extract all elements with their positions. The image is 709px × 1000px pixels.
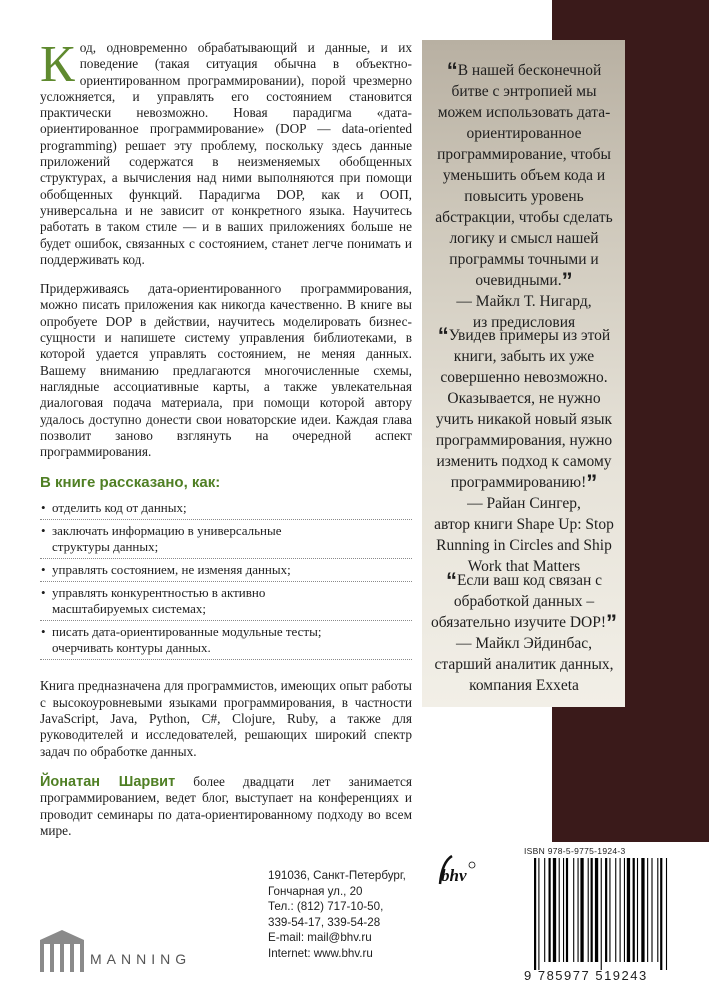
list-item: • управлять конкурентностью в активно масштабируемых системах; [40,582,412,621]
quote-3-attribution: — Майкл Эйдинбас, [456,635,592,652]
barcode-bar [641,858,644,962]
quote-2-source: автор книги Shape Up: Stop Running in Circles and Ship Work that Matters [434,516,614,575]
main-text-column [40,36,412,839]
isbn-label: ISBN 978-5-9775-1924-3 [524,846,626,856]
barcode-bar [651,858,652,962]
author-paragraph: Йонатан Шарвит более двадцати лет занимается программированием, ведет блог, выступает на конференциях и проводит семинары по дата-ориентированному подходу во всем мире. [40,773,412,838]
barcode-bar [566,858,568,962]
close-quote-mark: ” [586,470,598,495]
barcode-bar [620,858,621,962]
open-quote-mark: “ [437,323,449,348]
close-quote-mark: ” [606,610,617,635]
list-item: • управлять состоянием, не изменяя данных; [40,559,412,582]
address-line: Гончарная ул., 20 [268,884,363,898]
manning-logo-icon [40,930,84,972]
list-item: • заключать информацию в универсальные структуры данных; [40,520,412,559]
barcode-bar [563,858,564,962]
barcode-bar [615,858,616,962]
barcode-bar [657,858,658,962]
barcode-bar [538,858,539,970]
list-item: • отделить код от данных; [40,497,412,520]
intro-paragraph-1: Код, одновременно обрабатывающий и данные, и их поведение (такая ситуация обычна в объектно-ориентированном программировании), порой чрезмерно усложняется, и управлять его состоянием становится практически невозможно. Новая парадигма «дата-ориентированное программирование» (DOP — data-oriented programming) решает эту проблему, поскольку здесь данные приложений содержатся в неизменяемых обобщенных структурах, а вычисления над ними выполняются при помощи обобщенных функций. Парадигма DOP, как и ООП, универсальна и не зависит от конкретного языка. Научитесь работать в таком стиле — и в ваших приложениях больше не будет ошибок, связанных с состоянием, станет легче понимать и поддерживать код. [40,36,412,267]
bhv-logo-text: bhv [441,866,467,885]
barcode-bar [660,858,662,970]
publisher-address [268,868,406,962]
in-book-list [40,497,412,660]
barcode-bar [609,858,610,962]
address-line: 339-54-17, 339-54-28 [268,915,381,929]
manning-logo [40,930,191,972]
barcode-bar [578,858,579,962]
barcode-bar [534,858,536,970]
quote-1-attribution: — Майкл Т. Нигард, [456,293,592,310]
barcode-bar [549,858,551,962]
in-book-heading: В книге рассказано, как: [40,474,221,492]
quote-3: “Если ваш код связан с обработкой данных – обязательно изучите DOP!” — Майкл Эйдинбас, старший аналитик данных, компания Exxeta [431,568,617,694]
barcode-digits: 9 785977 519243 [524,968,648,983]
barcode-bar [637,858,638,962]
barcode-bar [666,858,667,970]
barcode-bar [624,858,625,962]
barcode-bar [553,858,556,962]
quote-2-attribution: — Райан Сингер, [467,495,581,512]
barcode-bar [595,858,598,962]
author-name: Йонатан Шарвит [40,773,176,790]
address-line: Internet: www.bhv.ru [268,946,373,960]
barcode-bar [601,858,602,970]
list-item: • писать дата-ориентированные модульные тесты; очерчивать контуры данных. [40,621,412,660]
barcode-bar [605,858,607,962]
barcode-bar [580,858,583,962]
barcode-bar [627,858,630,962]
barcode-bar [591,858,593,962]
barcode-bar [588,858,589,962]
barcode-bar [544,858,545,962]
quote-1: “В нашей бесконечной битве с энтропией мы можем использовать дата-ориентированное программирование, чтобы уменьшить объем кода и повысить уровень абстракции, чтобы сделать логику и смысл нашей программы точными и очевидными.” — Майкл Т. Нигард, из предисловия [430,60,618,333]
barcode-bar [573,858,574,962]
quote-2: “Увидев примеры из этой книги, забыть их уже совершенно невозможно. Оказывается, не нужно учить никакой новый язык программирования, нужно изменить подход к самому программированию!” — Райан Сингер, автор книги Shape Up: Stop Running in Circles and Ship Work that Matters [430,325,618,577]
barcode-bar [633,858,635,962]
quote-1-source: из предисловия [472,314,576,331]
barcode-icon [532,858,698,970]
close-quote-mark: ” [561,268,573,293]
manning-text: MANNING [90,951,192,967]
audience-paragraph: Книга предназначена для программистов, имеющих опыт работы с высокоуровневыми языками программирования, в частности JavaScript, Java, Python, C#, Clojure, Ruby, а также для руководителей и исследователей, решающих широкий спектр задач по обработке данных. [40,678,412,759]
address-line: E-mail: mail@bhv.ru [268,931,372,945]
intro-paragraph-2: Придерживаясь дата-ориентированного программирования, можно писать приложения как никогда качественно. В книге вы опробуете DOP в действии, научитесь моделировать бизнес-сущности и напишете систему управления библиотеками, в которой удается управлять состоянием, не меняя данных. Вашему вниманию предлагаются многочисленные схемы, наглядные ассоциативные карты, а также увлекательная диалоговая подача материала, при помощи которой автору удалось доступно донести свои новаторские идеи. Каждая глава позволит заново взглянуть на очередной аспект программирования. [40,281,412,460]
quote-3-company: компания Exxeta [469,677,579,694]
barcode-bar [647,858,648,962]
drop-cap: К [40,36,75,93]
quote-3-role: старший аналитик данных, [434,656,614,673]
address-line: 191036, Санкт-Петербург, [268,869,406,882]
address-line: Тел.: (812) 717-10-50, [268,900,384,914]
bhv-logo-icon [436,848,476,888]
open-quote-mark: “ [446,58,458,83]
open-quote-mark: “ [445,568,457,593]
barcode-bar [559,858,560,962]
